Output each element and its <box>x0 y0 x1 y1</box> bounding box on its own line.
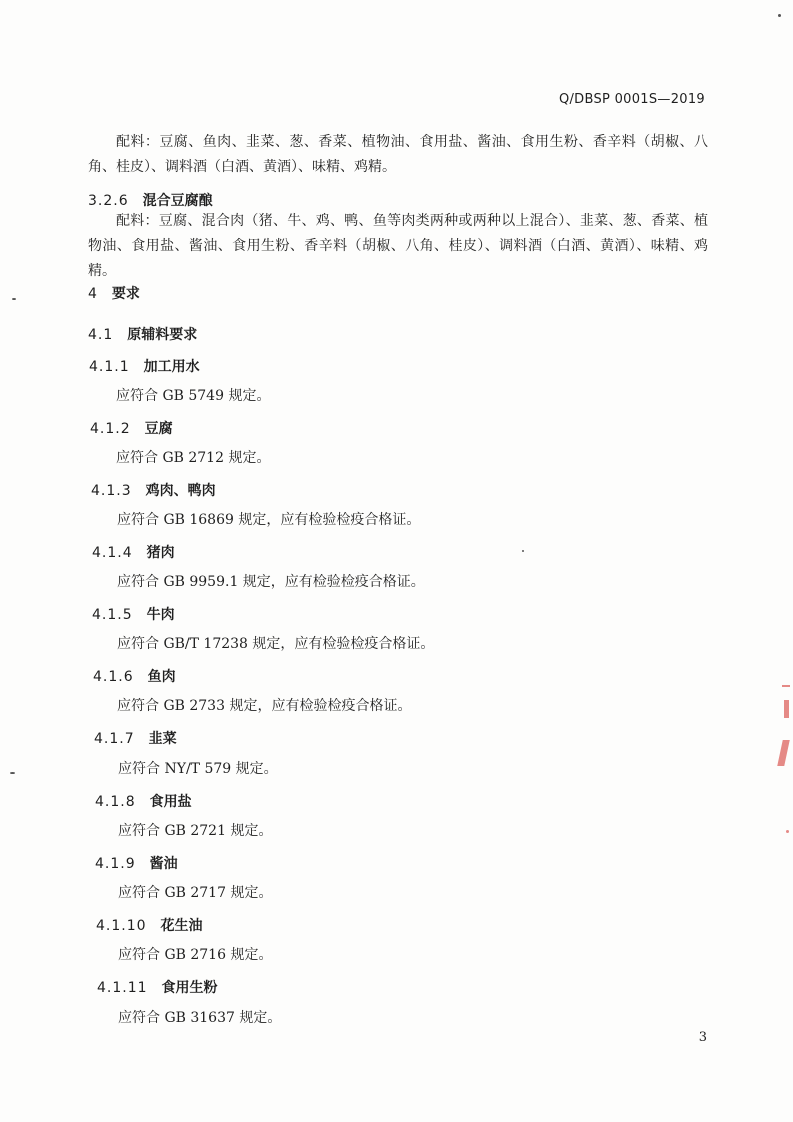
item-heading <box>95 791 192 811</box>
item-title: 酱油 <box>149 856 178 872</box>
item-text: 应符合 GB 31637 规定。 <box>118 1010 282 1026</box>
item-title: 花生油 <box>160 918 203 934</box>
item-heading <box>93 666 176 686</box>
item-heading <box>92 542 175 562</box>
item-number: 4.1.10 <box>96 918 147 934</box>
mixed-ingredients-paragraph: 配料：豆腐、混合肉（猪、牛、鸡、鸭、鱼等肉类两种或两种以上混合）、韭菜、葱、香菜、植物油、食用盐、酱油、食用生粉、香辛料（胡椒、八角、桂皮）、调料酒（白酒、黄酒）、味精、鸡精。 <box>88 213 708 279</box>
item-text: 应符合 GB 2717 规定。 <box>118 885 273 901</box>
item-number: 4.1.3 <box>91 483 132 499</box>
section-number: 3.2.6 <box>88 193 129 209</box>
item-number: 4.1.1 <box>89 359 130 375</box>
section-heading-3-2-6 <box>88 190 213 210</box>
item-title: 豆腐 <box>144 421 173 437</box>
ingredients-paragraph: 配料：豆腐、鱼肉、韭菜、葱、香菜、植物油、食用盐、酱油、食用生粉、香辛料（胡椒、八角、桂皮）、调料酒（白酒、黄酒）、味精、鸡精。 <box>88 134 708 175</box>
item-number: 4.1.4 <box>92 545 133 561</box>
standard-code: Q/DBSP 0001S—2019 <box>558 92 705 107</box>
scan-speck <box>778 14 781 17</box>
item-heading <box>92 604 175 624</box>
item-title: 韭菜 <box>148 731 177 747</box>
scan-speck <box>10 772 15 774</box>
item-title: 食用生粉 <box>161 980 218 996</box>
section-number: 4 <box>88 286 98 302</box>
seal-edge-mark <box>784 700 789 718</box>
item-number: 4.1.9 <box>95 856 136 872</box>
page-number: 3 <box>698 1030 707 1045</box>
section-number: 4.1 <box>88 327 114 343</box>
item-heading <box>96 915 203 935</box>
item-heading <box>89 356 200 376</box>
item-text: 应符合 GB 5749 规定。 <box>116 388 271 404</box>
section-heading-4 <box>88 283 140 303</box>
item-title: 鸡肉、鸭肉 <box>145 483 216 499</box>
item-heading <box>90 418 173 438</box>
item-title: 食用盐 <box>149 794 192 810</box>
section-title: 原辅料要求 <box>127 327 198 343</box>
item-text: 应符合 GB 2721 规定。 <box>118 823 273 839</box>
item-text: 应符合 GB 9959.1 规定，应有检验检疫合格证。 <box>117 574 425 590</box>
item-text: 应符合 GB/T 17238 规定，应有检验检疫合格证。 <box>117 636 435 652</box>
item-heading <box>91 480 216 500</box>
item-number: 4.1.5 <box>92 607 133 623</box>
item-number: 4.1.2 <box>90 421 131 437</box>
seal-edge-mark <box>782 685 790 687</box>
item-text: 应符合 GB 16869 规定，应有检验检疫合格证。 <box>117 512 421 528</box>
item-number: 4.1.8 <box>95 794 136 810</box>
item-text: 应符合 NY/T 579 规定。 <box>118 761 278 777</box>
scan-speck <box>12 298 16 300</box>
scan-speck <box>522 550 524 552</box>
item-title: 猪肉 <box>146 545 175 561</box>
item-number: 4.1.7 <box>94 731 135 747</box>
section-heading-4-1 <box>88 324 197 344</box>
section-title: 要求 <box>111 286 140 302</box>
seal-edge-mark <box>786 830 789 833</box>
item-heading <box>94 728 177 748</box>
item-heading <box>95 853 178 873</box>
item-title: 牛肉 <box>146 607 175 623</box>
item-title: 加工用水 <box>143 359 200 375</box>
item-text: 应符合 GB 2712 规定。 <box>116 450 271 466</box>
seal-edge-mark <box>777 740 790 766</box>
section-title: 混合豆腐酿 <box>142 193 213 209</box>
item-text: 应符合 GB 2733 规定，应有检验检疫合格证。 <box>117 698 412 714</box>
item-heading <box>97 977 218 997</box>
item-number: 4.1.6 <box>93 669 134 685</box>
item-number: 4.1.11 <box>97 980 148 996</box>
item-text: 应符合 GB 2716 规定。 <box>118 947 273 963</box>
item-title: 鱼肉 <box>147 669 176 685</box>
